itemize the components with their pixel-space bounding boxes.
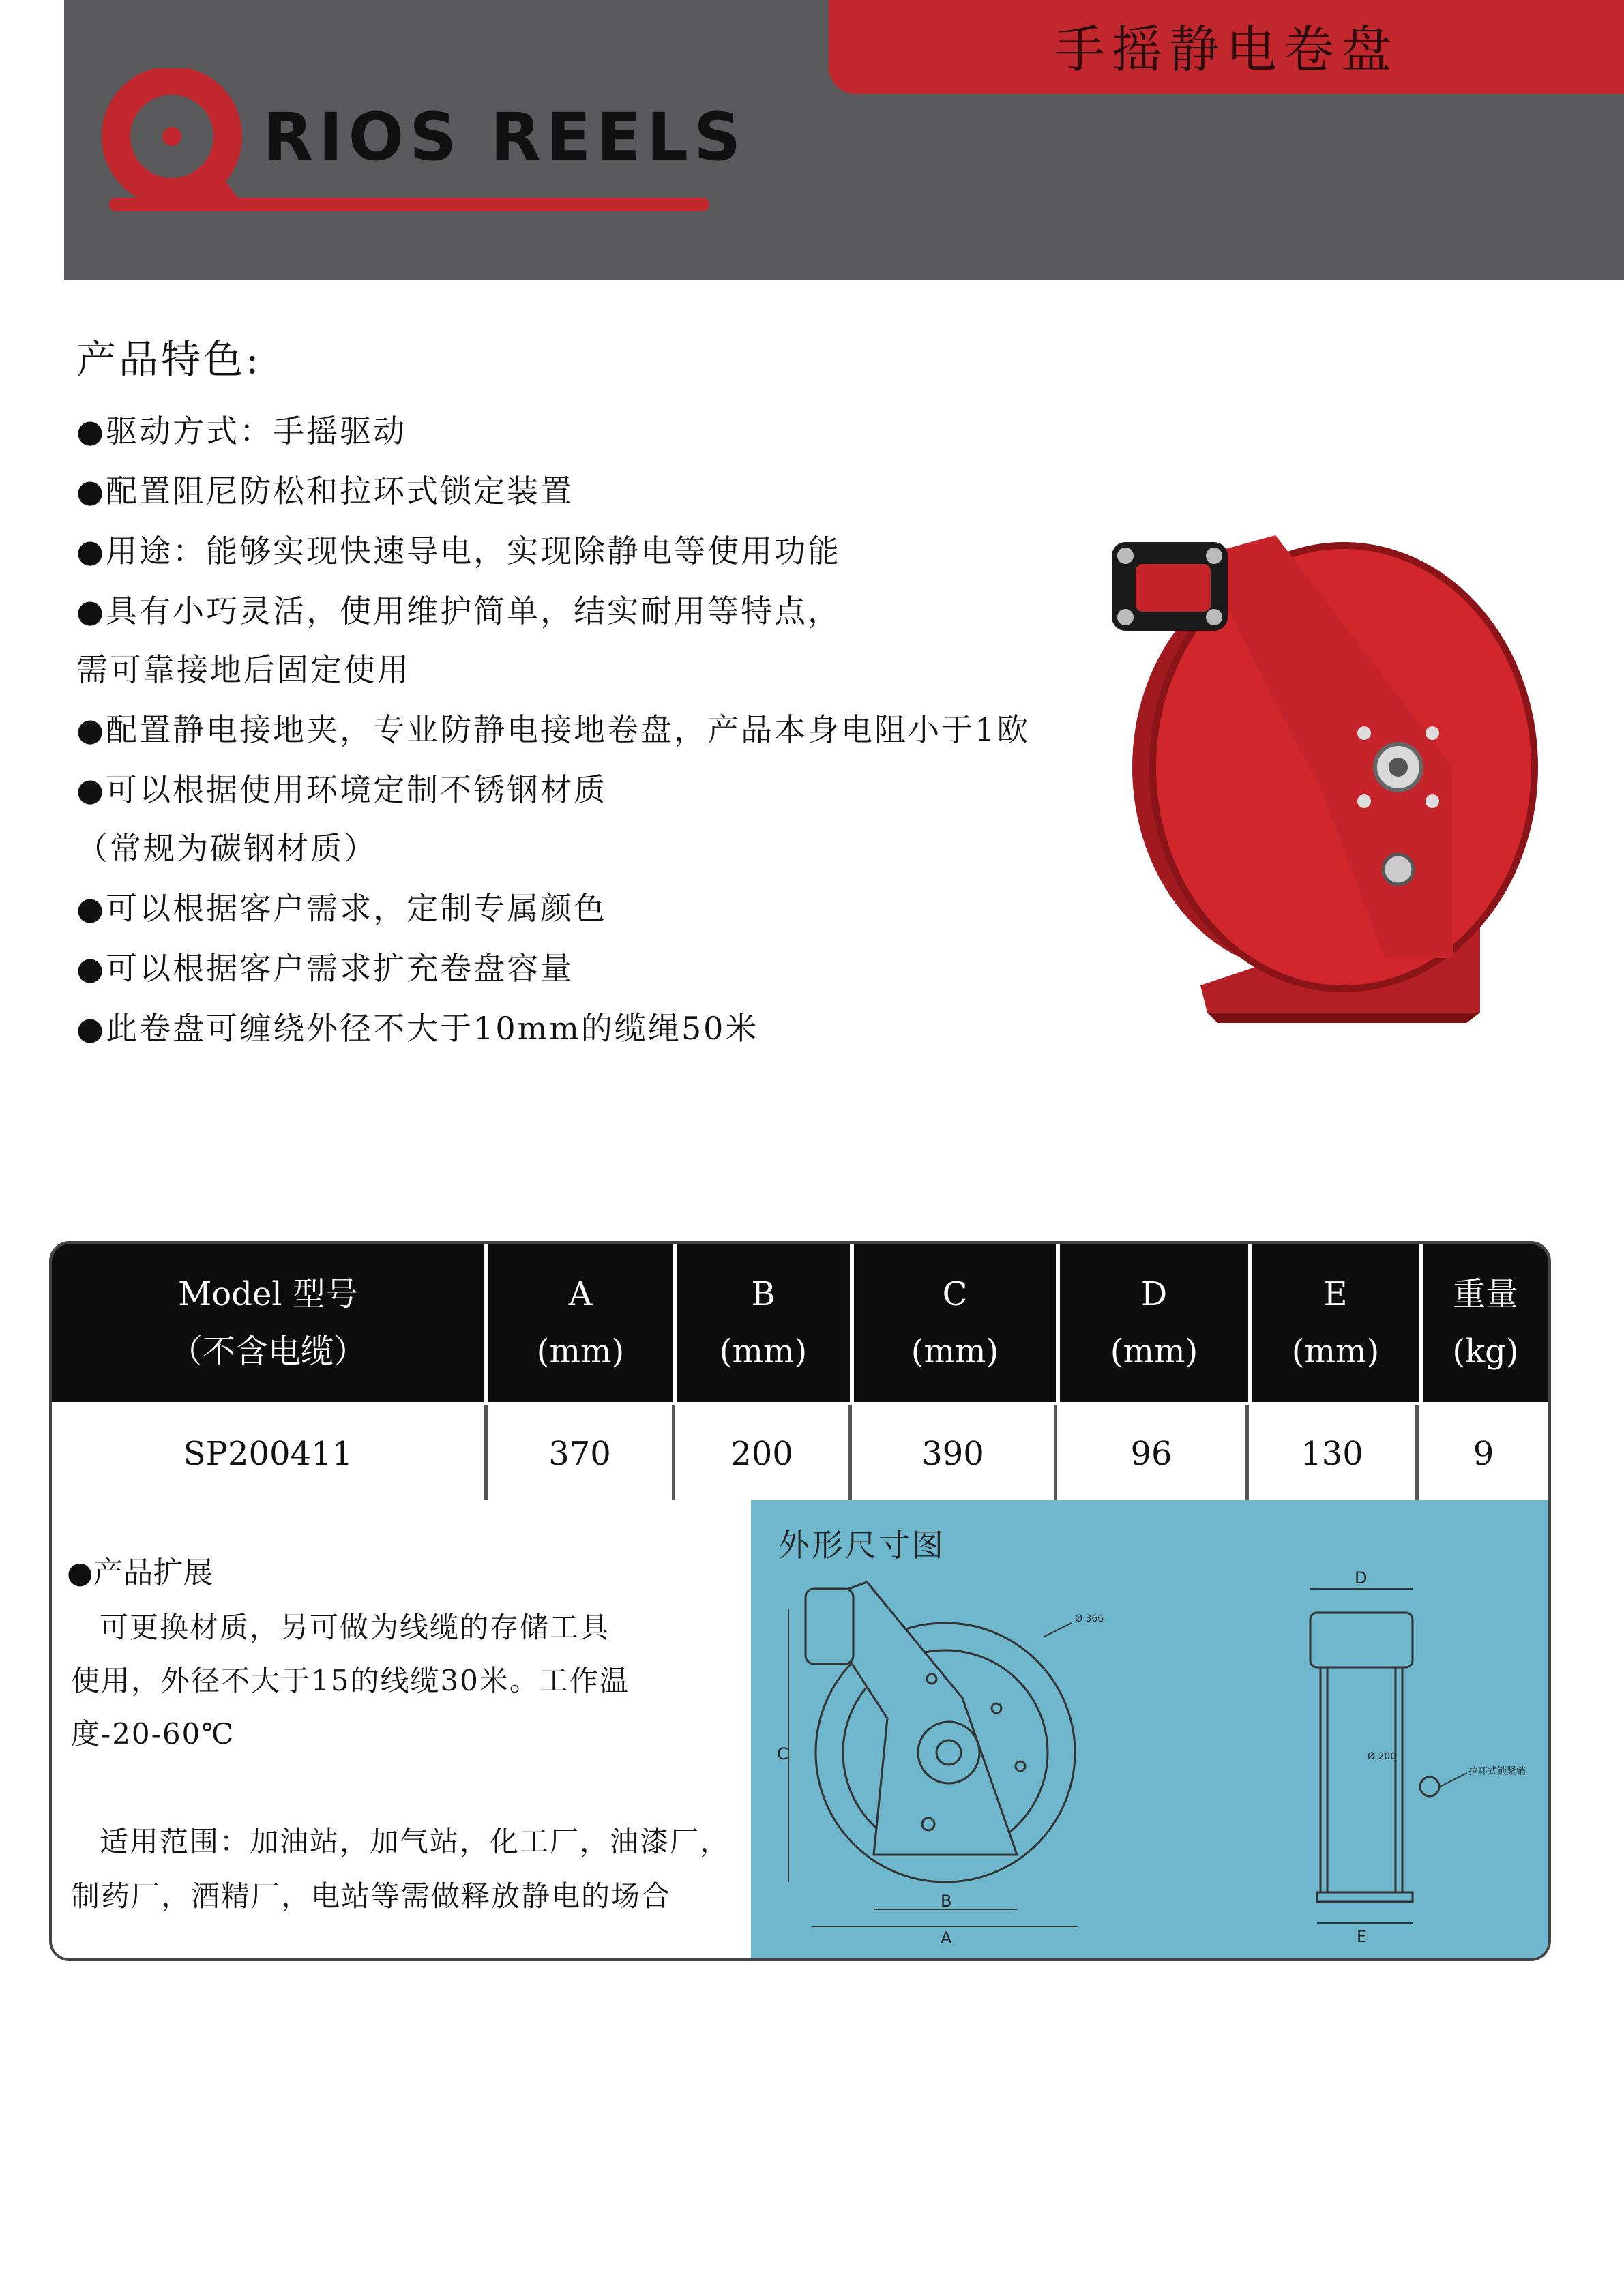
table-row bbox=[52, 1405, 1548, 1503]
feature-item: ●可以根据客户需求，定制专属颜色 bbox=[76, 890, 608, 927]
header-label: E bbox=[1323, 1275, 1348, 1313]
handle-bolt bbox=[1117, 548, 1134, 564]
header-label: A bbox=[568, 1275, 593, 1313]
col-e bbox=[1252, 1244, 1423, 1402]
cell-b: 200 bbox=[675, 1405, 852, 1503]
product-photo bbox=[1098, 508, 1548, 1026]
feature-item: ●可以根据使用环境定制不锈钢材质 bbox=[76, 771, 608, 808]
feature-item: ●可以根据客户需求扩充卷盘容量 bbox=[76, 950, 574, 987]
handle-bolt bbox=[1206, 609, 1222, 625]
side-view-handle bbox=[806, 1589, 853, 1664]
reel-hub-center bbox=[1389, 758, 1408, 777]
header-sublabel: (mm) bbox=[719, 1332, 808, 1371]
spec-table bbox=[49, 1241, 1551, 1506]
header-sublabel: (mm) bbox=[536, 1332, 625, 1371]
dim-label-c: C bbox=[777, 1744, 788, 1763]
dim-label-d: D bbox=[1355, 1568, 1368, 1587]
header-sublabel: (kg) bbox=[1452, 1332, 1519, 1371]
feature-item: ●配置静电接地夹，专业防静电接地卷盘，产品本身电阻小于1欧 bbox=[76, 711, 1031, 748]
feature-item: ●驱动方式：手摇驱动 bbox=[76, 413, 407, 449]
handle-bolt bbox=[1206, 548, 1222, 564]
front-view-handle bbox=[1310, 1613, 1413, 1667]
brand-name: RIOS REELS bbox=[263, 99, 747, 175]
dim-leader-lock bbox=[1440, 1773, 1467, 1787]
col-d bbox=[1060, 1244, 1252, 1402]
cell-d: 96 bbox=[1057, 1405, 1249, 1503]
front-view-base bbox=[1317, 1892, 1413, 1902]
hub-bolt bbox=[1357, 726, 1371, 740]
col-b bbox=[677, 1244, 854, 1402]
extension-line: 适用范围：加油站，加气站，化工厂，油漆厂， bbox=[100, 1825, 730, 1858]
feature-item: （常规为碳钢材质） bbox=[76, 830, 377, 867]
header-label: C bbox=[942, 1275, 968, 1313]
logo-dot bbox=[162, 127, 181, 146]
features-title: 产品特色: bbox=[76, 336, 262, 383]
feature-item: ●此卷盘可缠绕外径不大于10mm的缆绳50米 bbox=[76, 1010, 759, 1047]
lock-pin-note: 拉环式锁紧销 bbox=[1468, 1766, 1526, 1777]
reel-handle-inner bbox=[1136, 564, 1211, 612]
header-label: B bbox=[751, 1275, 776, 1313]
dim-leader-outer bbox=[1044, 1623, 1072, 1637]
feature-item: ●用途：能够实现快速导电，实现除静电等使用功能 bbox=[76, 533, 842, 569]
dim-label-e: E bbox=[1357, 1927, 1368, 1946]
header-sublabel: （不含电缆） bbox=[169, 1332, 366, 1371]
hub-bolt bbox=[1357, 794, 1371, 808]
side-view-hole bbox=[992, 1703, 1001, 1713]
dim-label-outer-dia: Ø 366 bbox=[1075, 1613, 1104, 1624]
header-label: 重量 bbox=[1452, 1275, 1518, 1313]
feature-item: 需可靠接地后固定使用 bbox=[76, 651, 411, 688]
hub-bolt bbox=[1426, 794, 1439, 808]
dimension-drawing bbox=[751, 1500, 1548, 1958]
dimension-title: 外形尺寸图 bbox=[778, 1527, 945, 1564]
extension-line: 使用，外径不大于15的线缆30米。工作温 bbox=[71, 1664, 630, 1697]
dim-label-a: A bbox=[941, 1928, 952, 1948]
col-a bbox=[488, 1244, 677, 1402]
dim-label-b: B bbox=[941, 1892, 952, 1911]
col-model bbox=[52, 1244, 488, 1402]
category-title: 手摇静电卷盘 bbox=[1054, 20, 1398, 79]
header-sublabel: (mm) bbox=[1291, 1332, 1380, 1371]
cell-a: 370 bbox=[488, 1405, 675, 1503]
extension-panel bbox=[52, 1500, 751, 1958]
info-box bbox=[49, 1500, 1551, 1961]
lock-pin bbox=[1383, 854, 1413, 884]
header-sublabel: (mm) bbox=[1110, 1332, 1198, 1371]
dimension-panel bbox=[751, 1500, 1548, 1958]
col-weight bbox=[1423, 1244, 1548, 1402]
hub-bolt bbox=[1426, 726, 1439, 740]
side-view-hole bbox=[1016, 1761, 1025, 1771]
cell-c: 390 bbox=[852, 1405, 1057, 1503]
cell-e: 130 bbox=[1249, 1405, 1419, 1503]
cell-model: SP200411 bbox=[52, 1405, 488, 1503]
spec-table-header bbox=[52, 1244, 1548, 1402]
handle-bolt bbox=[1117, 609, 1134, 625]
category-tab bbox=[829, 0, 1624, 94]
feature-item: ●配置阻尼防松和拉环式锁定装置 bbox=[76, 473, 574, 509]
dim-label-inner-dia: Ø 200 bbox=[1368, 1751, 1397, 1762]
extension-line: 制药厂，酒精厂，电站等需做释放静电的场合 bbox=[71, 1879, 672, 1913]
extension-title: ●产品扩展 bbox=[67, 1555, 213, 1590]
front-view-lock-pin bbox=[1420, 1777, 1439, 1796]
col-c bbox=[854, 1244, 1060, 1402]
reel-base-shadow bbox=[1207, 1013, 1480, 1023]
header-label: D bbox=[1140, 1275, 1168, 1313]
header-label: Model 型号 bbox=[178, 1275, 358, 1313]
cell-weight: 9 bbox=[1473, 1435, 1494, 1473]
feature-item: ●具有小巧灵活，使用维护简单，结实耐用等特点， bbox=[76, 593, 842, 629]
logo-underline bbox=[109, 198, 709, 211]
extension-line: 度-20-60℃ bbox=[71, 1717, 235, 1750]
extension-line: 可更换材质，另可做为线缆的存储工具 bbox=[100, 1611, 610, 1644]
header-sublabel: (mm) bbox=[911, 1332, 999, 1371]
front-view-body bbox=[1320, 1667, 1402, 1892]
